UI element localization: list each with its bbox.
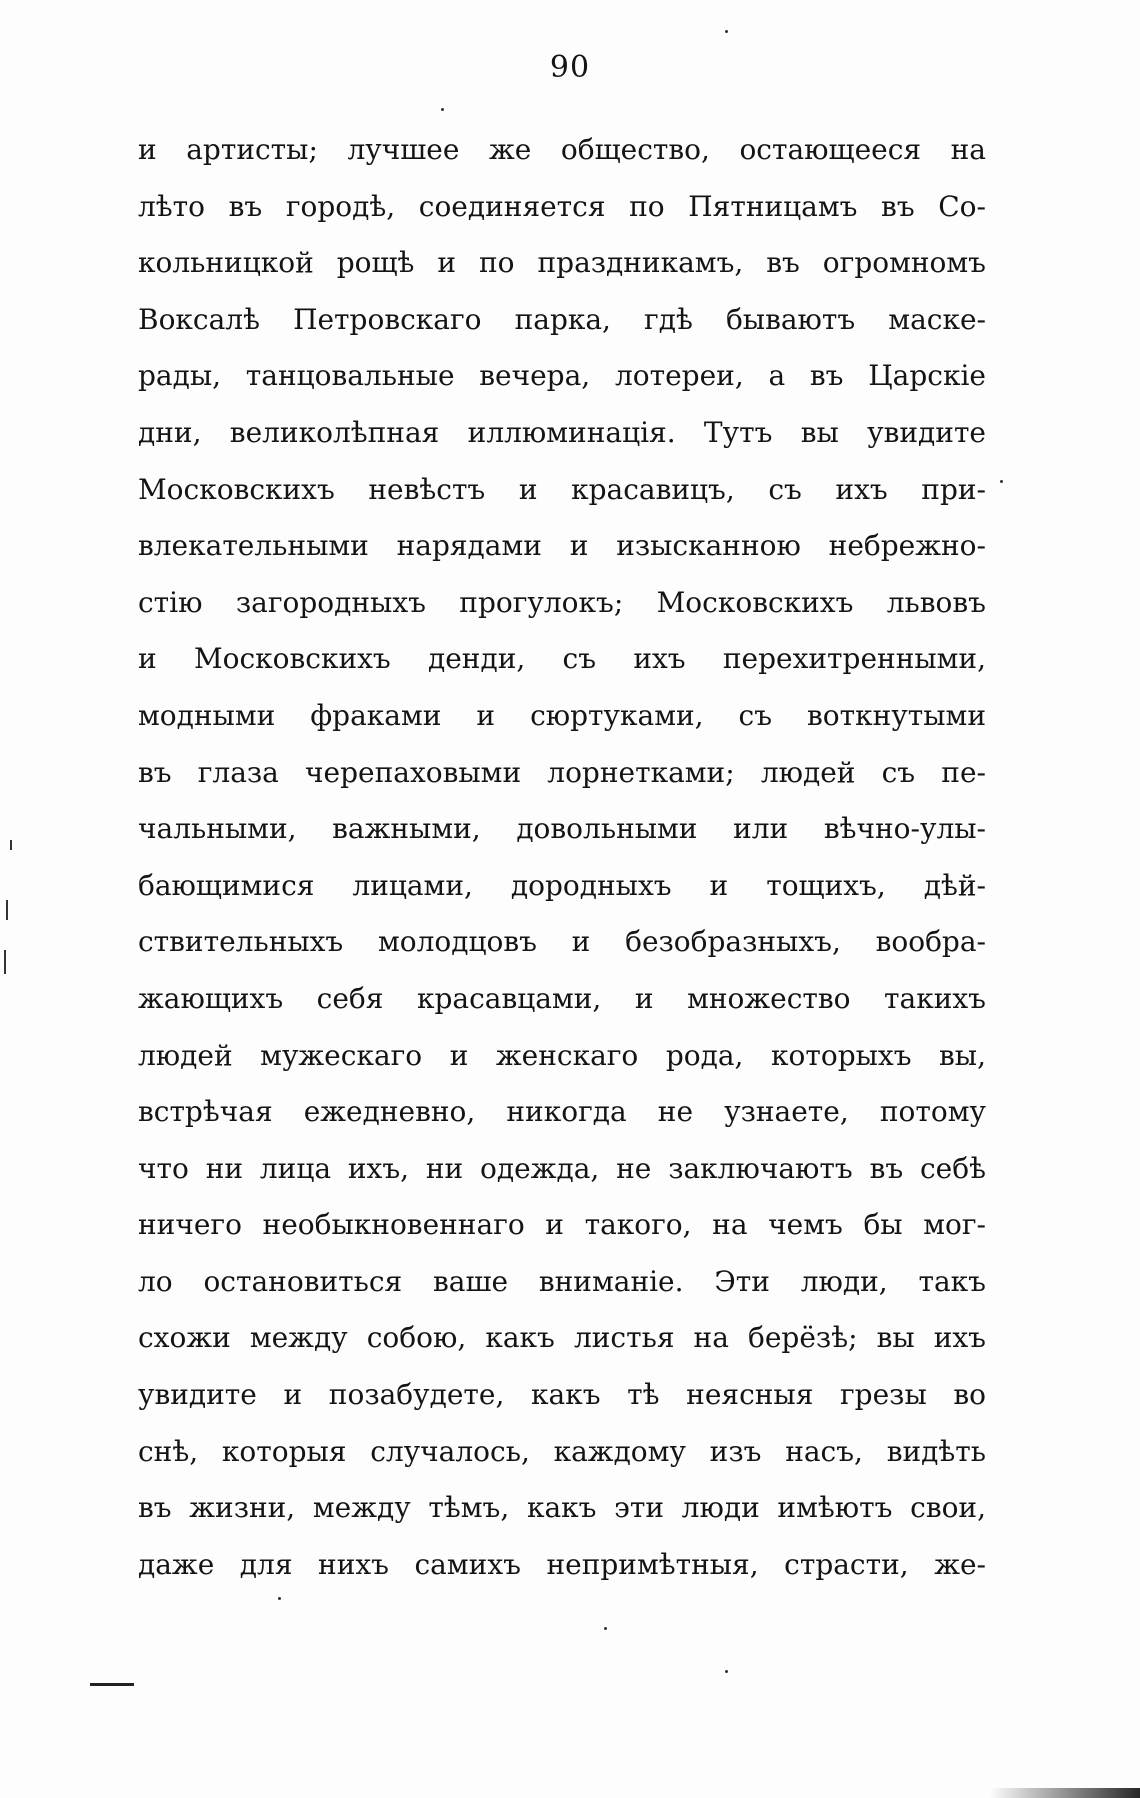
text-line: встрѣчая ежедневно, никогда не узнаете, потому bbox=[138, 1095, 986, 1129]
text-line: снѣ, которыя случалось, каждому изъ насъ, видѣть bbox=[138, 1434, 986, 1468]
text-line: что ни лица ихъ, ни одежда, не заключаютъ въ себѣ bbox=[138, 1151, 986, 1185]
scan-speck bbox=[604, 1627, 607, 1630]
text-line: схожи между собою, какъ листья на берёзѣ; вы ихъ bbox=[138, 1321, 986, 1355]
text-line: Московскихъ невѣстъ и красавицъ, съ ихъ при- bbox=[138, 472, 986, 506]
text-line: Воксалѣ Петровскаго парка, гдѣ бываютъ маске- bbox=[138, 302, 986, 336]
text-line: и артисты; лучшее же общество, остающееся на bbox=[138, 133, 986, 166]
footer-rule bbox=[90, 1683, 134, 1686]
scan-edge-mark bbox=[10, 840, 12, 850]
text-line: въ жизни, между тѣмъ, какъ эти люди имѣютъ свои, bbox=[138, 1491, 986, 1525]
text-line: стію загородныхъ прогулокъ; Московскихъ львовъ bbox=[138, 585, 986, 619]
text-line: ло остановиться ваше вниманіе. Эти люди, такъ bbox=[138, 1264, 986, 1298]
text-line: въ глаза черепаховыми лорнетками; людей съ пе- bbox=[138, 755, 986, 789]
body-text bbox=[138, 122, 986, 1593]
text-line: бающимися лицами, дородныхъ и тощихъ, дѣй- bbox=[138, 868, 986, 902]
scan-speck bbox=[725, 1670, 728, 1673]
text-line: ствительныхъ молодцовъ и безобразныхъ, вообра- bbox=[138, 925, 986, 959]
page-number: 90 bbox=[549, 50, 591, 85]
scan-speck bbox=[278, 1597, 281, 1600]
scan-speck bbox=[1000, 480, 1003, 483]
scan-edge-mark bbox=[4, 950, 6, 974]
text-line: лѣто въ городѣ, соединяется по Пятницамъ въ Со- bbox=[138, 189, 986, 223]
binding-shadow bbox=[990, 1788, 1140, 1798]
text-line: и Московскихъ денди, съ ихъ перехитренными, bbox=[138, 642, 986, 676]
scan-speck bbox=[441, 108, 444, 111]
text-line: рады, танцовальные вечера, лотереи, а въ Царскіе bbox=[138, 359, 986, 393]
text-line: людей мужескаго и женскаго рода, которыхъ вы, bbox=[138, 1038, 986, 1072]
scan-edge-mark bbox=[6, 900, 8, 920]
scan-speck bbox=[725, 30, 728, 33]
text-line: ничего необыкновеннаго и такого, на чемъ бы мог- bbox=[138, 1208, 986, 1242]
text-line: модными фраками и сюртуками, съ воткнутыми bbox=[138, 698, 986, 732]
text-line: влекательными нарядами и изысканною небрежно- bbox=[138, 529, 986, 563]
text-line: даже для нихъ самихъ непримѣтныя, страсти, же- bbox=[138, 1547, 986, 1581]
text-line: чальными, важными, довольными или вѣчно-улы- bbox=[138, 812, 986, 846]
text-line: увидите и позабудете, какъ тѣ неясныя грезы во bbox=[138, 1378, 986, 1412]
text-line: кольницкой рощѣ и по праздникамъ, въ огромномъ bbox=[138, 246, 986, 280]
text-line: дни, великолѣпная иллюминація. Тутъ вы увидите bbox=[138, 415, 986, 449]
text-line: жающихъ себя красавцами, и множество такихъ bbox=[138, 981, 986, 1015]
